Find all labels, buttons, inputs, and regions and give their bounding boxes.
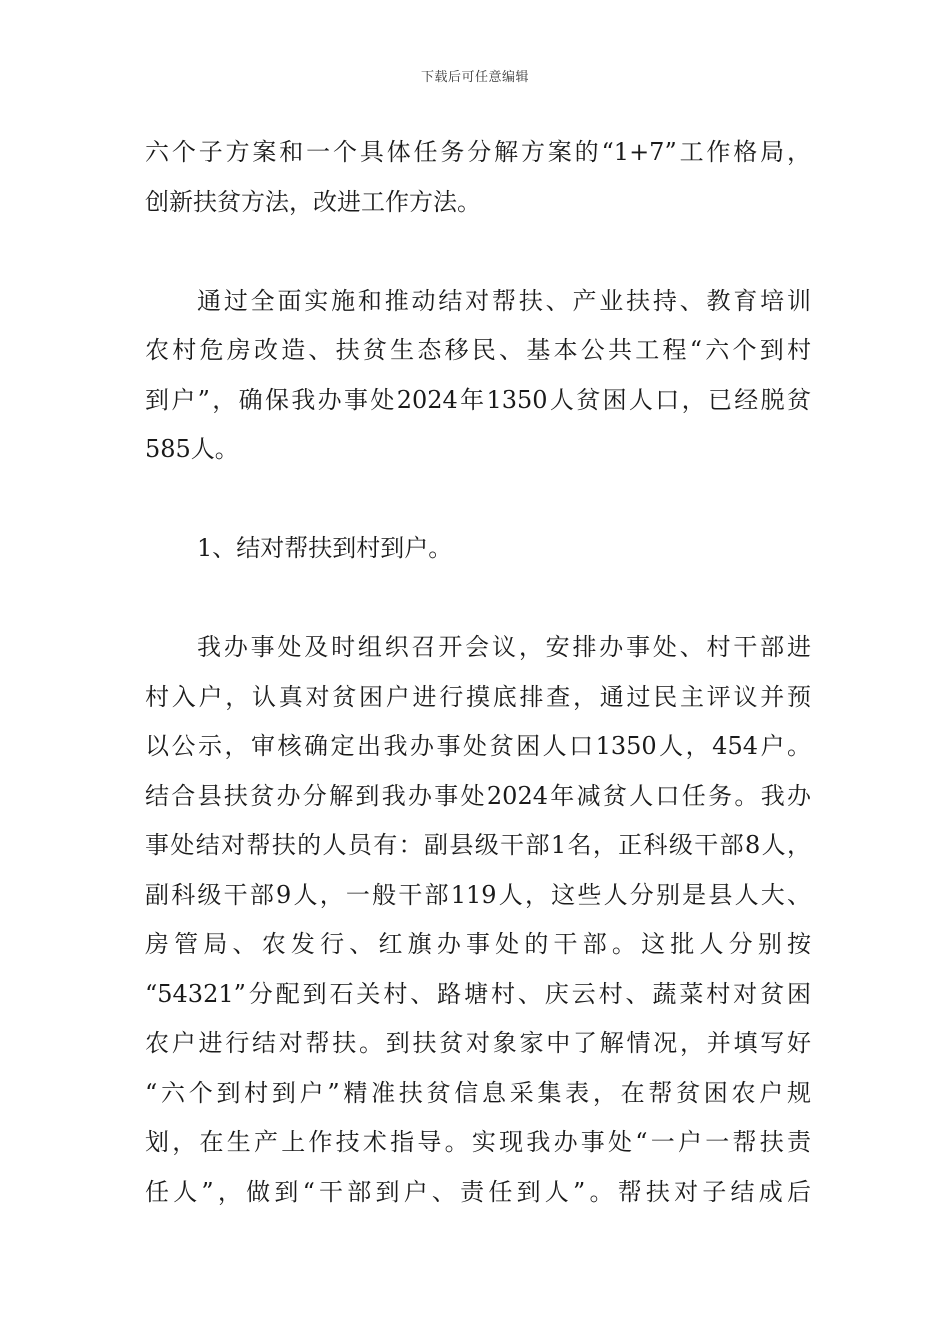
text-line: 副科级干部9人，一般干部119人，这些人分别是县人大、 (145, 880, 811, 909)
text-line: 事处结对帮扶的人员有：副县级干部1名，正科级干部8人， (145, 831, 811, 859)
text-line: 585人。 (145, 435, 239, 463)
text-line: 农村危房改造、扶贫生态移民、基本公共工程“六个到村 (145, 336, 811, 364)
section-heading (145, 524, 811, 574)
paragraph-gap (145, 475, 811, 525)
text-line: 我办事处及时组织召开会议，安排办事处、村干部进 (197, 633, 811, 661)
text-line: 房管局、农发行、红旗办事处的干部。这批人分别按 (145, 930, 811, 958)
text-line: 划，在生产上作技术指导。实现我办事处“一户一帮扶责 (145, 1128, 811, 1156)
text-line: 结合县扶贫办分解到我办事处2024年减贫人口任务。我办 (145, 781, 811, 810)
text-line: 村入户，认真对贫困户进行摸底排查，通过民主评议并预 (145, 682, 811, 711)
text-line: “六个到村到户”精准扶贫信息采集表，在帮贫困农户规 (145, 1078, 811, 1107)
paragraph-continuation (145, 128, 811, 227)
paragraph-gap (145, 574, 811, 624)
text-line: 任人”，做到“干部到户、责任到人”。帮扶对子结成后 (145, 1177, 811, 1206)
text-line: 以公示，审核确定出我办事处贫困人口1350人，454户。 (145, 732, 811, 760)
text-line: 到户”，确保我办事处2024年1350人贫困人口，已经脱贫 (145, 385, 811, 414)
text-line: 1、结对帮扶到村到户。 (197, 534, 453, 562)
page-header: 下载后可任意编辑 (420, 70, 529, 85)
document-body (145, 128, 811, 1217)
text-line: 创新扶贫方法，改进工作方法。 (145, 187, 481, 216)
text-line: “54321”分配到石关村、路塘村、庆云村、蔬菜村对贫困 (145, 979, 811, 1008)
paragraph-gap (145, 227, 811, 277)
text-line: 农户进行结对帮扶。到扶贫对象家中了解情况，并填写好 (145, 1029, 811, 1057)
text-line: 通过全面实施和推动结对帮扶、产业扶持、教育培训 (197, 286, 811, 315)
text-line: 六个子方案和一个具体任务分解方案的“1+7”工作格局， (145, 138, 811, 166)
paragraph-overview (145, 277, 811, 475)
paragraph-detail (145, 623, 811, 1217)
